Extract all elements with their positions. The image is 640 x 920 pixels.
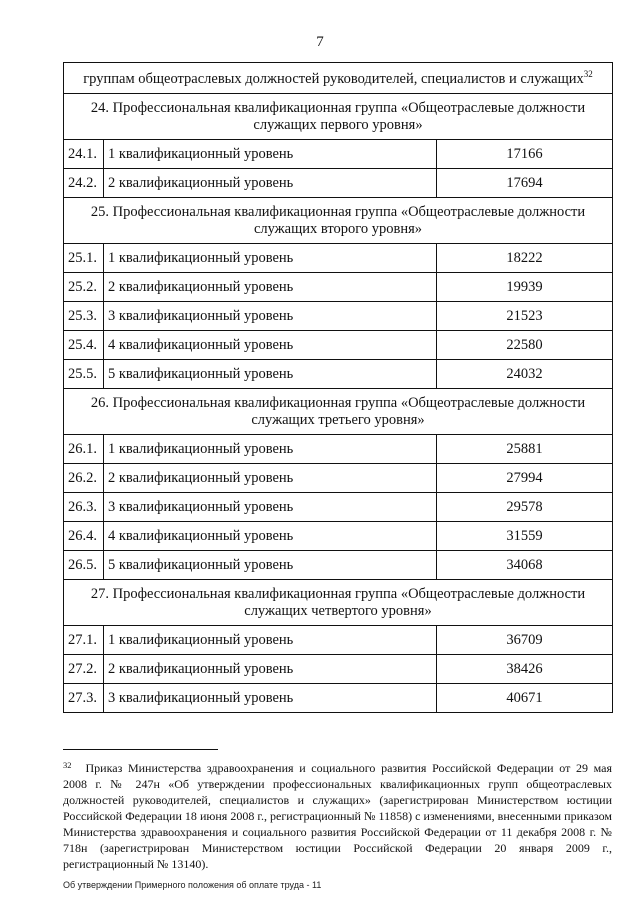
- table-header-cell: [64, 63, 613, 94]
- salary-table: [63, 62, 613, 713]
- row-level: 3 квалификационный уровень: [104, 493, 437, 522]
- table-row: [64, 331, 613, 360]
- table-header-row: [64, 63, 613, 94]
- row-value: 19939: [437, 273, 613, 302]
- row-value: 18222: [437, 244, 613, 273]
- group-row: [64, 94, 613, 140]
- row-level: 1 квалификационный уровень: [104, 244, 437, 273]
- row-code: 25.2.: [64, 273, 104, 302]
- row-code: 27.3.: [64, 684, 104, 713]
- row-value: 38426: [437, 655, 613, 684]
- table-header-text: группам общеотраслевых должностей руководителей, специалистов и служащих: [83, 70, 584, 87]
- table-row: [64, 464, 613, 493]
- row-value: 21523: [437, 302, 613, 331]
- footnote-mark: 32: [63, 760, 72, 770]
- row-level: 5 квалификационный уровень: [104, 360, 437, 389]
- row-value: 31559: [437, 522, 613, 551]
- row-value: 24032: [437, 360, 613, 389]
- page-footer: Об утверждении Примерного положения об оплате труда - 11: [63, 880, 322, 890]
- row-code: 26.1.: [64, 435, 104, 464]
- table-row: [64, 273, 613, 302]
- row-code: 25.4.: [64, 331, 104, 360]
- table-row: [64, 626, 613, 655]
- footnote-reference: 32: [583, 68, 593, 79]
- row-level: 2 квалификационный уровень: [104, 169, 437, 198]
- row-code: 26.5.: [64, 551, 104, 580]
- row-code: 27.2.: [64, 655, 104, 684]
- row-value: 17694: [437, 169, 613, 198]
- row-code: 25.3.: [64, 302, 104, 331]
- group-row: [64, 198, 613, 244]
- row-value: 34068: [437, 551, 613, 580]
- row-level: 4 квалификационный уровень: [104, 331, 437, 360]
- group-title: 26. Профессиональная квалификационная группа «Общеотраслевые должности служащих третьего уровня»: [64, 389, 613, 435]
- table-row: [64, 684, 613, 713]
- footnote-text: Приказ Министерства здравоохранения и социального развития Российской Федерации от 29 мая 2008 г. № 247н «Об утверждении профессиональных квалификационных групп общеотраслевых должностей руководителей, специалистов и служащих» (зарегистрирован Министерством юстиции Российской Федерации 18 июня 2008 г., регистрационный № 11858) с изменениями, внесенными приказом Министерства здравоохранения и социального развития Российской Федерации от 11 декабря 2008 г. № 718н (зарегистрирован Министерством юстиции Российской Федерации 20 января 2009 г., регистрационный № 13140).: [63, 761, 612, 871]
- row-value: 17166: [437, 140, 613, 169]
- row-code: 25.5.: [64, 360, 104, 389]
- group-row: [64, 580, 613, 626]
- row-code: 26.3.: [64, 493, 104, 522]
- row-level: 1 квалификационный уровень: [104, 140, 437, 169]
- table-row: [64, 522, 613, 551]
- row-code: 26.2.: [64, 464, 104, 493]
- row-code: 26.4.: [64, 522, 104, 551]
- group-title: 24. Профессиональная квалификационная группа «Общеотраслевые должности служащих первого уровня»: [64, 94, 613, 140]
- row-level: 5 квалификационный уровень: [104, 551, 437, 580]
- footnote: [63, 757, 612, 872]
- group-title: 27. Профессиональная квалификационная группа «Общеотраслевые должности служащих четвертого уровня»: [64, 580, 613, 626]
- row-level: 2 квалификационный уровень: [104, 273, 437, 302]
- table-row: [64, 140, 613, 169]
- group-row: [64, 389, 613, 435]
- footnote-divider: [63, 749, 218, 750]
- table-row: [64, 551, 613, 580]
- row-level: 2 квалификационный уровень: [104, 655, 437, 684]
- row-level: 2 квалификационный уровень: [104, 464, 437, 493]
- row-value: 22580: [437, 331, 613, 360]
- row-level: 4 квалификационный уровень: [104, 522, 437, 551]
- row-value: 29578: [437, 493, 613, 522]
- row-value: 40671: [437, 684, 613, 713]
- row-code: 27.1.: [64, 626, 104, 655]
- row-value: 25881: [437, 435, 613, 464]
- row-value: 27994: [437, 464, 613, 493]
- table-row: [64, 655, 613, 684]
- row-code: 24.1.: [64, 140, 104, 169]
- row-value: 36709: [437, 626, 613, 655]
- row-code: 24.2.: [64, 169, 104, 198]
- row-level: 3 квалификационный уровень: [104, 684, 437, 713]
- group-title: 25. Профессиональная квалификационная группа «Общеотраслевые должности служащих второго уровня»: [64, 198, 613, 244]
- table-row: [64, 244, 613, 273]
- row-level: 1 квалификационный уровень: [104, 626, 437, 655]
- table-row: [64, 493, 613, 522]
- row-level: 3 квалификационный уровень: [104, 302, 437, 331]
- table-row: [64, 169, 613, 198]
- table-row: [64, 360, 613, 389]
- table-row: [64, 435, 613, 464]
- table-row: [64, 302, 613, 331]
- row-level: 1 квалификационный уровень: [104, 435, 437, 464]
- row-code: 25.1.: [64, 244, 104, 273]
- page-number: 7: [316, 34, 324, 50]
